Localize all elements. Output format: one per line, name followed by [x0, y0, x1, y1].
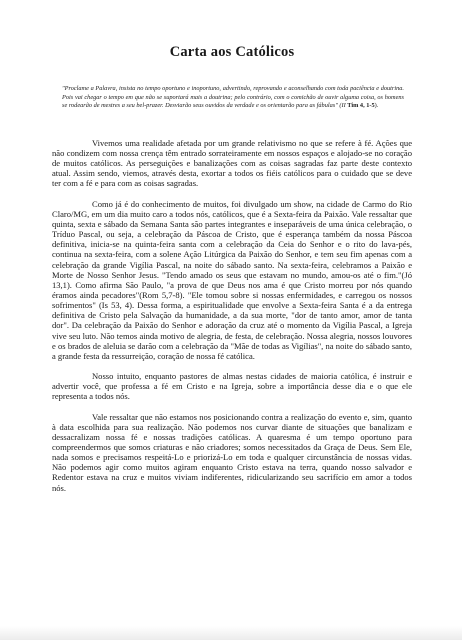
- page-bottom-edge: [0, 626, 462, 640]
- epigraph-reference-end: ).: [374, 102, 379, 110]
- paragraph-2: Como já é do conhecimento de muitos, foi divulgado um show, na cidade de Carmo do Rio Claro/MG, em um dia muito caro a todos nós, católicos, que é a Sexta-feira da Paixão. Vale ressaltar que quinta, sexta e sábado da Semana Santa são partes integrantes e inseparáveis de uma única celebração, o Tríduo Pascal, ou seja, a celebração da Páscoa de Cristo, que é esperança também da nossa Páscoa definitiva, inicia-se na quinta-feira santa com a celebração da Ceia do Senhor e o rito do lava-pés, continua na sexta-feira, com a solene Ação Litúrgica da Paixão do Senhor, e tem seu fim apenas com a celebração da grande Vigília Pascal, na noite do sábado santo. Na sexta-feira, celebramos a Paixão e Morte de Nosso Senhor Jesus. "Tendo amado os seus que estavam no mundo, amou-os até o fim."(Jó 13,1). Como afirma São Paulo, "a prova de que Deus nos ama é que Cristo morreu por nós quando éramos ainda pecadores"(Rom 5,7-8). "Ele tomou sobre si nossas enfermidades, e carregou os nossos sofrimentos" (Is 53, 4). Dessa forma, a espiritualidade que envolve a Sexta-feira Santa é a da entrega definitiva de Cristo pela Salvação da humanidade, a da sua morte, "dor de tanto amor, amor de tanta dor". Da celebração da Paixão do Senhor e adoração da cruz até o momento da Vigília Pascal, a Igreja vive seu luto. Não temos ainda motivo de alegria, de festa, de celebração. Nossa alegria, nossos louvores e os brados de aleluia se darão com a celebração da "Mãe de todas as Vigílias", na noite do sábado santo, a grande festa da ressurreição, coração de nossa fé católica.: [52, 198, 412, 361]
- paragraph-1: Vivemos uma realidade afetada por um grande relativismo no que se refere à fé. Ações que não condizem com nossa crença têm entrado sorrateiramente em nossos espaços e alojado-se no coração de muitos católicos. As perseguições e banalizações com as coisas sagradas faz parte deste contexto atual. Assim sendo, viemos, através desta, exortar a todos os fiéis católicos para o cuidado que se deve ter com a fé e para com as coisas sagradas.: [52, 137, 412, 189]
- epigraph-reference: Tim 4, 1-5: [347, 102, 375, 110]
- epigraph-quote: [62, 85, 404, 111]
- document-title: Carta aos Católicos: [169, 44, 295, 60]
- epigraph-text: "Proclame a Palavra, insista no tempo oportuno e inoportuno, advertindo, reprovando e aconselhando com toda paciência e doutrina. Pois vai chegar o tempo em que não se suportará mais a doutrina; pelo contrário, com o comichão de ouvir alguma coisa, os homens se rodearão de mestres a seu bel-prazer. Desviarão seus ouvidos da verdade e os orientarão para as fábulas" (II: [62, 85, 404, 110]
- paragraph-4: Vale ressaltar que não estamos nos posicionando contra a realização do evento e, sim, quanto à data escolhida para sua realização. Não podemos nos curvar diante de situações que banalizam e dessacralizam nossa fé e nossas tradições católicas. A quaresma é um tempo oportuno para compreendermos que somos criaturas e não criadores; somos necessitados da Graça de Deus. Sem Ele, nada somos e precisamos respeitá-Lo e priorizá-Lo em toda e qualquer circunstância de nossas vidas. Não podemos agir como muitos agiram enquanto Cristo estava na terra, quando nosso salvador e Redentor estava na cruz e muitos viviam indiferentes, ridicularizando seu sacrifício em amor a todos nós.: [52, 411, 412, 493]
- paragraph-3: Nosso intuito, enquanto pastores de almas nestas cidades de maioria católica, é instruir e advertir você, que professa a fé em Cristo e na Igreja, sobre a importância desse dia e o que ele representa a todos nós.: [52, 371, 412, 402]
